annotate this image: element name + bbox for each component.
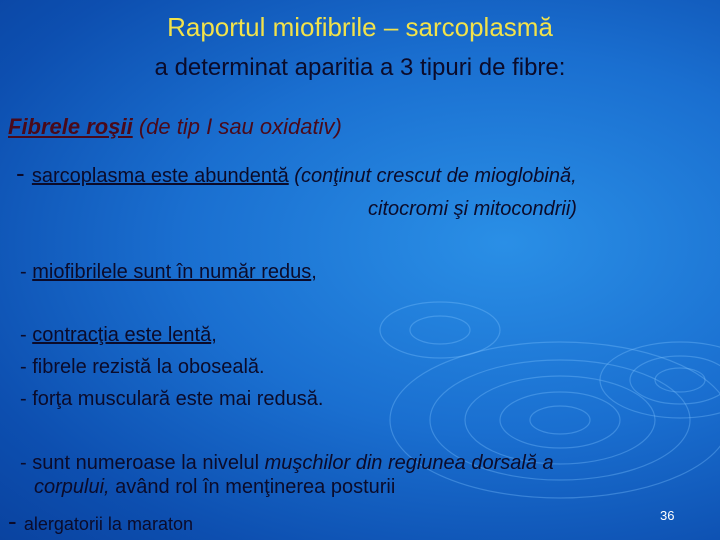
- bullet-dash: -: [20, 324, 33, 346]
- page-number: 36: [660, 508, 675, 523]
- slide-title: Raportul miofibrile – sarcoplasmă: [167, 12, 553, 42]
- bullet-oboseala: - fibrele rezistă la oboseală.: [20, 356, 265, 378]
- bullet-dash: -: [16, 158, 32, 188]
- bullet-underlined: contracţia este lentă: [32, 324, 212, 346]
- bullet-numeroase-cont: [34, 476, 395, 499]
- bullet-start: - sunt numeroase la nivelul: [20, 452, 265, 474]
- slide-subtitle: a determinat aparitia a 3 tipuri de fibre:: [154, 54, 566, 81]
- bullet-italic: muşchilor din regiunea dorsală a: [264, 452, 554, 474]
- bullet-maraton: [8, 506, 193, 537]
- heading-bold: Fibrele roşii: [8, 114, 133, 139]
- bullet-underlined: miofibrilele sunt în număr redus: [32, 261, 312, 283]
- bullet-rest: (conţinut crescut de mioglobină,: [288, 165, 577, 187]
- bullet-numeroase: [20, 452, 554, 475]
- bullet-tail: ,: [311, 261, 317, 283]
- bullet-contractia: [20, 324, 217, 347]
- bullet-forta: - forţa musculară este mai redusă.: [20, 388, 324, 410]
- bullet-dash: -: [20, 261, 33, 283]
- bullet-tail: ,: [211, 324, 217, 346]
- bullet-miofibrile: [20, 261, 317, 284]
- section-heading: [8, 114, 342, 140]
- bullet-underlined: sarcoplasma este abundentă: [31, 165, 289, 187]
- bullet-dash: -: [8, 506, 24, 536]
- bullet-text: alergatorii la maraton: [23, 514, 193, 534]
- bullet-italic: corpului,: [34, 476, 110, 498]
- bullet-rest: având rol în menţinerea posturii: [109, 476, 396, 498]
- bullet-sarcoplasma: [16, 158, 577, 189]
- bullet-continuation: citocromi şi mitocondrii): [368, 198, 577, 220]
- heading-rest: (de tip I sau oxidativ): [132, 114, 342, 139]
